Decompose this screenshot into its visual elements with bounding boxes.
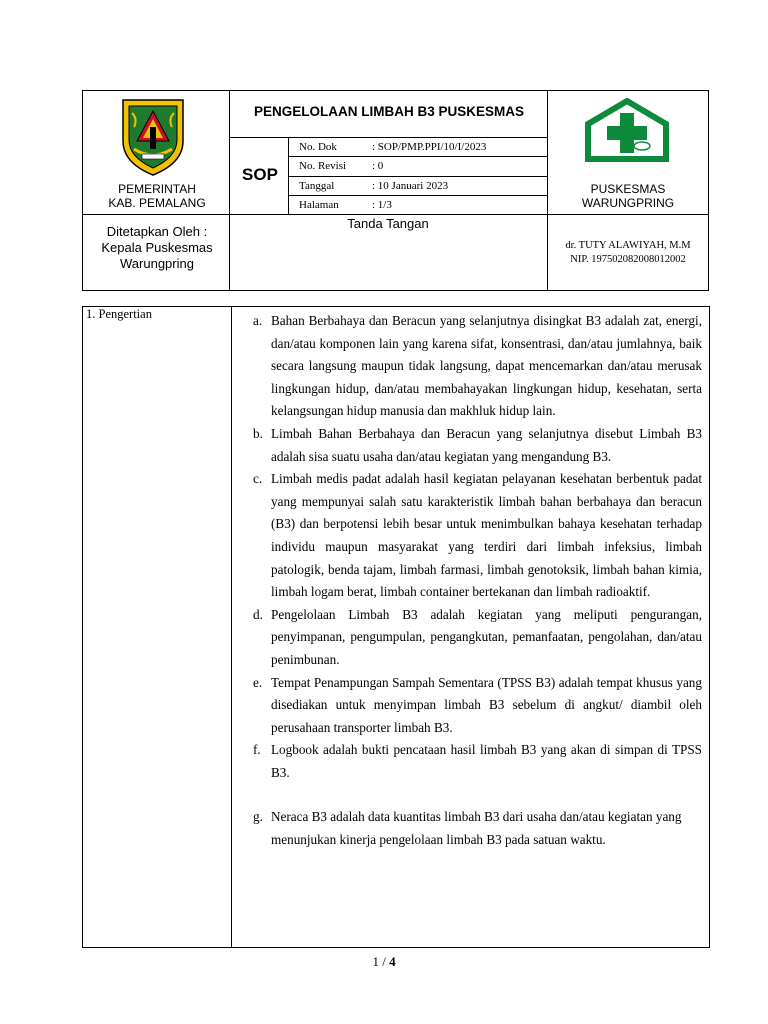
list-item: [248, 806, 702, 851]
right-org-line2: WARUNGPRING: [581, 196, 675, 210]
list-text: Tempat Penampungan Sampah Sementara (TPSS B3) adalah tempat khusus yang disediakan untuk menyimpan limbah B3 sebelum di angkut/ diambil oleh perusahaan transporter limbah B3.: [271, 674, 702, 735]
list-text: Logbook adalah bukti pencataan hasil limbah B3 yang akan di simpan di TPSS B3.: [271, 742, 702, 780]
list-item: [248, 672, 702, 740]
tanda-tangan-label: Tanda Tangan: [347, 216, 429, 231]
content-divider: [231, 306, 232, 948]
header-meta-rule-1: [288, 156, 547, 157]
right-org-name: [548, 182, 708, 210]
list-marker: b.: [253, 425, 263, 441]
meta-value-halaman: : 1/3: [372, 199, 392, 211]
list-marker: d.: [253, 606, 263, 622]
list-marker: f.: [253, 742, 261, 758]
pemalang-emblem-icon: [120, 97, 186, 177]
definition-list: [248, 310, 702, 852]
section-label-pengertian: 1. Pengertian: [86, 307, 152, 321]
puskesmas-logo-icon: [584, 98, 670, 162]
header-meta-rule-2: [288, 176, 547, 177]
ditetapkan-block: [84, 224, 230, 272]
header-meta-rule-3: [288, 195, 547, 196]
list-text: Neraca B3 adalah data kuantitas limbah B3 dari usaha dan/atau kegiatan yang menunjukan kinerja pengelolaan limbah B3 pada satuan waktu.: [271, 809, 682, 848]
meta-value-no-dok: : SOP/PMP.PPI/10/I/2023: [372, 141, 487, 153]
left-org-name: [84, 182, 230, 210]
page-indicator: [350, 954, 418, 970]
list-marker: g.: [253, 809, 263, 825]
header-row-rule: [82, 214, 709, 215]
header-title-rule: [229, 137, 547, 138]
right-org-line1: PUSKESMAS: [590, 182, 666, 196]
page-title: PENGELOLAAN LIMBAH B3 PUSKESMAS: [253, 104, 525, 119]
list-text: Limbah medis padat adalah hasil kegiatan pelayanan kesehatan berbentuk padat yang mempunyai salah satu karakteristik limbah bahan berbahaya dan beracun (B3) dan berpotensi lebih besar untuk menimbulkan bahaya kesehatan terhadap individu maupun masyarakat yang terdiri dari limbah infeksius, limbah patologik, benda tajam, limbah farmasi, limbah genotoksik, limbah bahan kimia, limbah logam berat, limbah container bertekanan dan limbah radioaktif.: [271, 471, 702, 600]
list-text: Limbah Bahan Berbahaya dan Beracun yang selanjutnya disebut Limbah B3 adalah sisa suatu usaha dan/atau kegiatan yang mengandung B3.: [271, 425, 702, 464]
signer-block: [548, 239, 708, 267]
ditetapkan-line1: Ditetapkan Oleh :: [106, 224, 208, 239]
list-item: [248, 739, 702, 784]
list-item: [248, 310, 702, 423]
meta-label-tanggal: Tanggal: [299, 180, 335, 192]
sop-label: SOP: [242, 165, 278, 184]
meta-value-tanggal: : 10 Januari 2023: [372, 180, 449, 192]
list-marker: e.: [253, 674, 263, 690]
signer-name: dr. TUTY ALAWIYAH, M.M: [565, 240, 691, 251]
ditetapkan-line3: Warungpring: [120, 256, 194, 271]
list-marker: c.: [253, 471, 263, 487]
list-text: Pengelolaan Limbah B3 adalah kegiatan yang meliputi pengurangan, penyimpanan, pengumpulan, pengangkutan, pemanfaatan, pengolahan, dan/atau penimbunan.: [271, 606, 702, 667]
list-item: [248, 423, 702, 468]
ditetapkan-line2: Kepala Puskesmas: [101, 240, 213, 255]
list-item: [248, 468, 702, 604]
meta-label-halaman: Halaman: [299, 199, 339, 211]
left-org-line2: KAB. PEMALANG: [108, 196, 206, 210]
left-org-line1: PEMERINTAH: [118, 182, 196, 196]
list-spacer: [248, 784, 702, 806]
page-total: 4: [389, 954, 396, 969]
page-separator: /: [378, 954, 390, 969]
meta-label-no-revisi: No. Revisi: [299, 160, 347, 172]
page-current: 1: [372, 954, 379, 969]
meta-label-no-dok: No. Dok: [299, 141, 337, 153]
signer-nip: NIP. 197502082008012002: [570, 254, 686, 265]
list-text: Bahan Berbahaya dan Beracun yang selanjutnya disingkat B3 adalah zat, energi, dan/atau komponen lain yang karena sifat, konsentrasi, dan/atau jumlahnya, baik secara langsung maupun tidak langsung, dapat mencemarkan dan/atau merusak lingkungan hidup, dan/atau membahayakan lingkungan hidup, kesehatan, serta kelangsungan hidup manusia dan makhluk hidup lain.: [271, 313, 702, 419]
list-item: [248, 604, 702, 672]
list-marker: a.: [253, 313, 263, 328]
meta-value-no-revisi: : 0: [372, 160, 384, 172]
